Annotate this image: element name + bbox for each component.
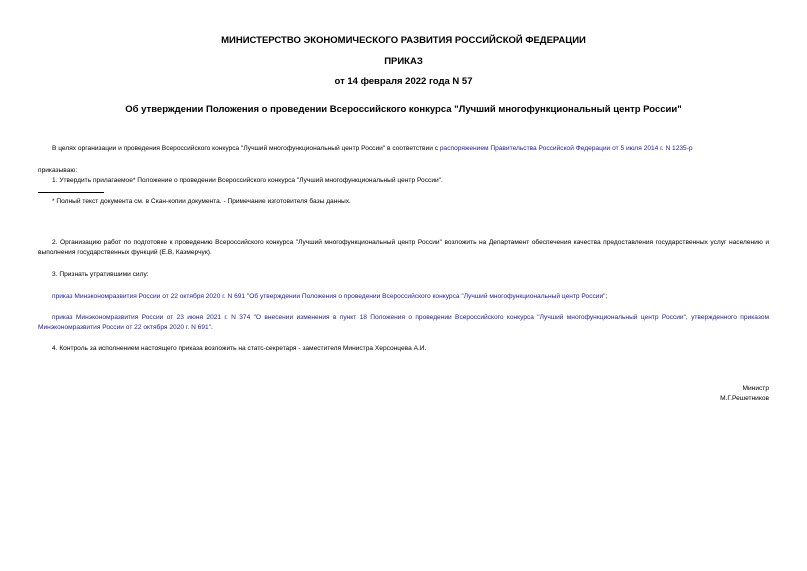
repeal-2-tail: . xyxy=(211,324,213,331)
footnote-separator xyxy=(38,192,104,193)
repeal-1-tail: ; xyxy=(605,293,608,300)
signature-name: М.Г.Решетников xyxy=(720,395,769,402)
item-1: 1. Утвердить прилагаемое* Положение о проведении Всероссийского конкурса "Лучший многофункциональный центр России". xyxy=(52,177,443,184)
intro-link[interactable]: распоряжением Правительства Российской Федерации от 5 июля 2014 г. N 1235-р xyxy=(439,145,693,152)
signature-position: Министр xyxy=(742,385,769,392)
item-3: 3. Признать утратившими силу: xyxy=(52,271,149,278)
order-word: приказываю: xyxy=(38,167,78,174)
repeal-item-2 xyxy=(38,313,769,333)
date-number-heading: от 14 февраля 2022 года N 57 xyxy=(334,76,473,87)
item-2: 2. Организацию работ по подготовке к проведению Всероссийского конкурса "Лучший многофункциональный центр России" возложить на Департамент обеспечения качества предоставления государственных услуг населению и выполнения государственных функций (Е.В. Казмерчук). xyxy=(38,239,769,256)
repeal-1-link[interactable]: приказ Минэкономразвития России от 22 октября 2020 г. N 691 "Об утверждении Положения о проведении Всероссийского конкурса "Лучший многофункциональный центр России" xyxy=(52,293,606,300)
intro-text: В целях организации и проведения Всероссийского конкурса "Лучший многофункциональный центр России" в соответствии с xyxy=(52,145,440,152)
doc-type-heading: ПРИКАЗ xyxy=(384,56,423,67)
ministry-heading: МИНИСТЕРСТВО ЭКОНОМИЧЕСКОГО РАЗВИТИЯ РОССИЙСКОЙ ФЕДЕРАЦИИ xyxy=(221,35,586,46)
footnote: * Полный текст документа см. в Скан-копии документа. - Примечание изготовителя базы данных. xyxy=(52,198,351,205)
repeal-item-1 xyxy=(52,292,607,302)
intro-paragraph xyxy=(52,144,693,154)
repeal-2-link[interactable]: приказ Минэкономразвития России от 23 июня 2021 г. N 374 "О внесении изменения в пункт 18 Положения о проведении Всероссийского конкурса "Лучший многофункциональный центр России", утвержденного приказом Минэкономразвития России от 22 октября 2020 г. N 691" xyxy=(38,314,769,331)
document-title: Об утверждении Положения о проведении Всероссийского конкурса "Лучший многофункциональный центр России" xyxy=(125,104,682,115)
item-4: 4. Контроль за исполнением настоящего приказа возложить на статс-секретаря - заместителя Министра Херсонцева А.И. xyxy=(52,345,427,352)
